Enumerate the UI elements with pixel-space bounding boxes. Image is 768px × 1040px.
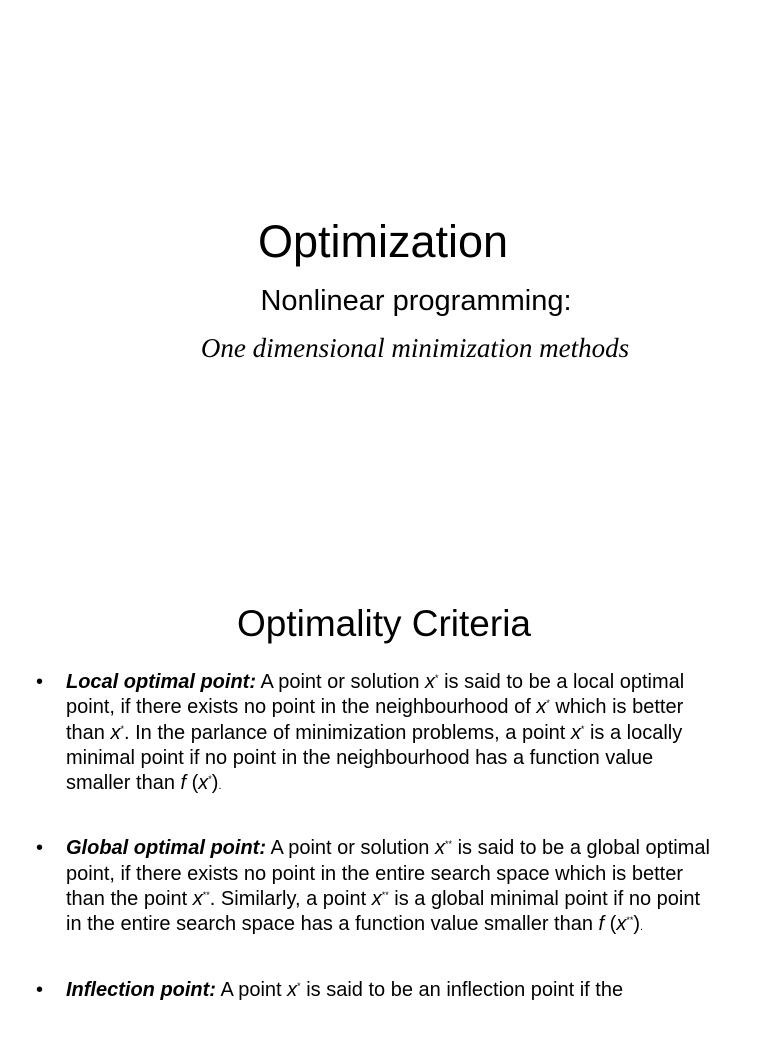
- var-x: x: [425, 671, 436, 693]
- var-x: x: [198, 772, 209, 795]
- paren-close: ): [633, 913, 640, 936]
- var-stars: **: [626, 915, 634, 926]
- var-star: *: [297, 980, 301, 991]
- var-star: *: [208, 774, 212, 785]
- var-x: x: [287, 978, 298, 1001]
- bullet-mark: •: [36, 837, 44, 860]
- bullet-mark: •: [36, 671, 44, 693]
- period: .: [218, 780, 222, 793]
- var-stars: **: [445, 839, 453, 850]
- term-global-optimal: Global optimal point:: [66, 837, 266, 860]
- body-text: is a locally minimal point if no point in the neighbourhood has a function value smaller than: [66, 721, 683, 795]
- body-text: is a global minimal point if no point in the entire search space has a function value smaller than: [66, 888, 700, 936]
- var-x: x: [616, 913, 627, 936]
- var-star: *: [580, 723, 585, 734]
- var-x: x: [570, 721, 581, 744]
- body-text: is said to be a global optimal point, if there exists no point in the entire search space which is better than the point: [66, 837, 710, 911]
- var-x: x: [435, 837, 445, 860]
- body-text: A point: [215, 978, 288, 1001]
- var-star: *: [120, 723, 124, 734]
- var-f: f: [598, 913, 605, 936]
- body-text: . Similarly, a point: [209, 888, 372, 911]
- bullet-mark: •: [36, 978, 44, 1001]
- slide-title-text: Optimization: [257, 216, 509, 267]
- var-x: x: [371, 888, 382, 911]
- term-local-optimal: Local optimal point:: [66, 671, 256, 693]
- term-inflection: Inflection point:: [66, 978, 216, 1001]
- bullet-global-optimal: [0, 836, 768, 940]
- var-stars: **: [202, 890, 210, 901]
- var-stars: **: [381, 890, 389, 901]
- body-text: which is better than: [66, 696, 684, 744]
- body-text: A point or solution: [265, 837, 435, 860]
- var-star: *: [546, 698, 550, 709]
- var-x: x: [536, 696, 547, 719]
- paren-close: ): [211, 772, 219, 795]
- body-text: A point or solution: [256, 671, 426, 693]
- var-star: *: [435, 673, 439, 683]
- bullet-inflection: [0, 978, 768, 1003]
- var-x: x: [110, 721, 121, 744]
- bullet-list: [0, 670, 768, 1040]
- section-heading: Optimality Criteria: [237, 603, 531, 644]
- body-text: is said to be a local optimal point, if there exists no point in the neighbourhood of: [66, 671, 685, 719]
- var-f: f: [180, 772, 187, 795]
- period: .: [640, 921, 644, 934]
- paren-open: (: [186, 772, 199, 795]
- body-text: is said to be an inflection point if the: [300, 978, 624, 1001]
- var-x: x: [192, 888, 203, 911]
- slide-subtitle: Nonlinear programming:: [260, 285, 572, 317]
- paren-open: (: [604, 913, 617, 936]
- slide-subtitle-italic: One dimensional minimization methods: [200, 333, 630, 363]
- slide-title: [0, 214, 768, 270]
- body-text: . In the parlance of minimization problems, a point: [124, 721, 571, 744]
- bullet-local-optimal: [0, 670, 768, 799]
